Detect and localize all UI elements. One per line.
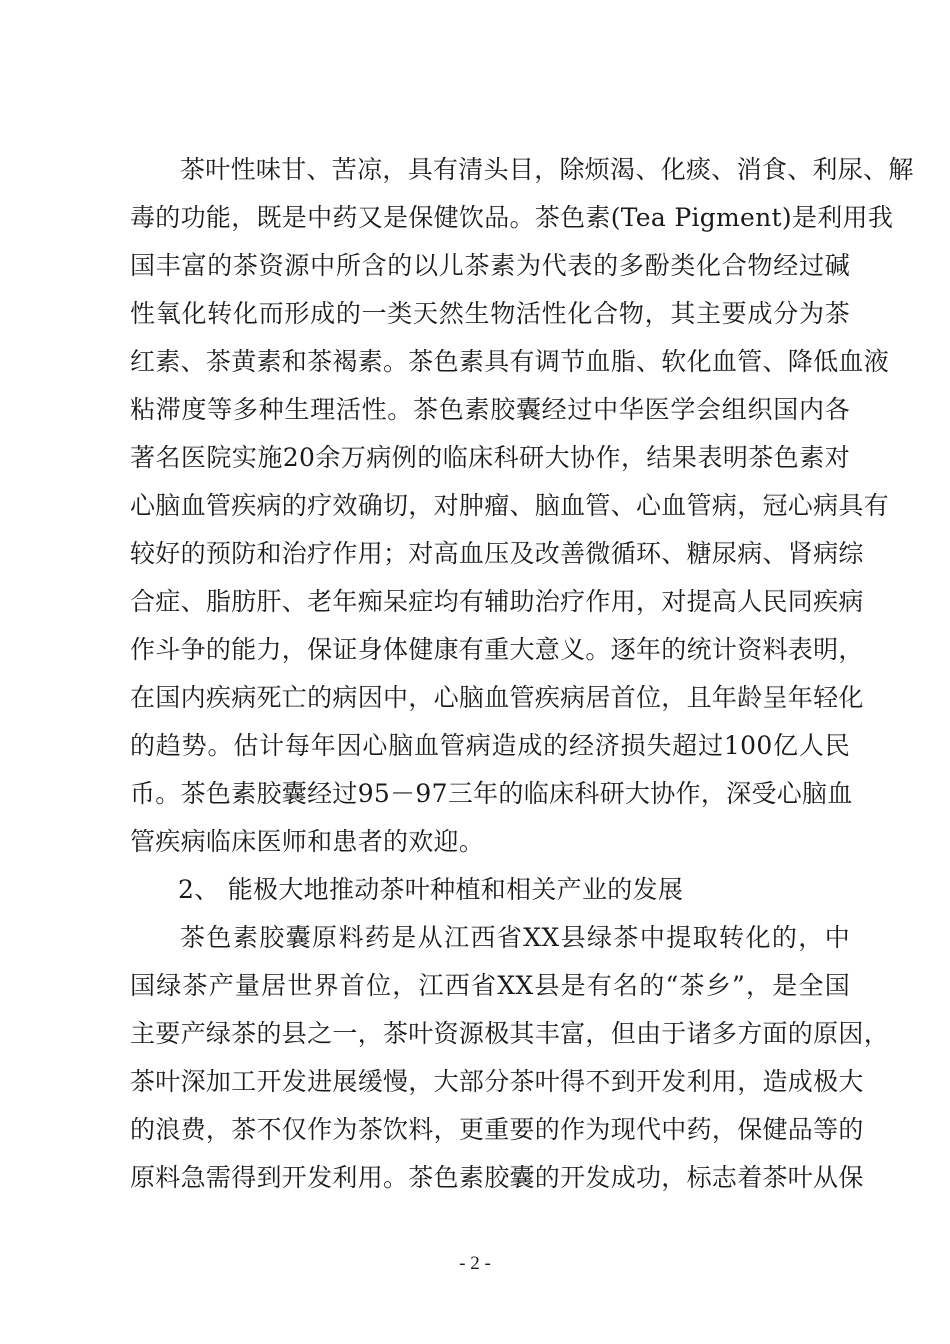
paragraph-1-line-4: 性氧化转化而形成的一类天然生物活性化合物，其主要成分为茶 [130,299,850,328]
paragraph-1-line-10: 合症、脂肪肝、老年痴呆症均有辅助治疗作用，对提高人民同疾病 [130,587,864,616]
paragraph-1-line-2: 毒的功能，既是中药又是保健饮品。茶色素(Tea Pigment)是利用我 [130,203,894,232]
paragraph-1-line-3: 国丰富的茶资源中所含的以儿茶素为代表的多酚类化合物经过碱 [130,251,850,280]
paragraph-1-line-8: 心脑血管疾病的疗效确切，对肿瘤、脑血管、心血管病，冠心病具有 [130,491,890,520]
page-number: - 2 - [459,1253,491,1274]
paragraph-2-line-2: 国绿茶产量居世界首位，江西省XX县是有名的“茶乡”，是全国 [130,971,850,1000]
paragraph-2-line-3: 主要产绿茶的县之一，茶叶资源极其丰富，但由于诸多方面的原因， [130,1019,890,1048]
paragraph-1-line-15: 管疾病临床医师和患者的欢迎。 [130,827,485,856]
paragraph-1-line-6: 粘滞度等多种生理活性。茶色素胶囊经过中华医学会组织国内各 [130,395,850,424]
paragraph-1-line-7: 著名医院实施20余万病例的临床科研大协作，结果表明茶色素对 [130,443,850,472]
paragraph-2-line-1: 茶色素胶囊原料药是从江西省XX县绿茶中提取转化的，中 [180,923,850,952]
paragraph-1-line-5: 红素、茶黄素和茶褐素。茶色素具有调节血脂、软化血管、降低血液 [130,347,890,376]
paragraph-1-line-14: 币。茶色素胶囊经过95－97三年的临床科研大协作，深受心脑血 [130,779,853,808]
paragraph-1-line-11: 作斗争的能力，保证身体健康有重大意义。逐年的统计资料表明， [130,635,864,664]
paragraph-2-line-6: 原料急需得到开发利用。茶色素胶囊的开发成功，标志着茶叶从保 [130,1163,864,1192]
paragraph-1-line-9: 较好的预防和治疗作用；对高血压及改善微循环、糖尿病、肾病综 [130,539,864,568]
paragraph-2-line-4: 茶叶深加工开发进展缓慢，大部分茶叶得不到开发利用，造成极大 [130,1067,864,1096]
paragraph-1-line-13: 的趋势。估计每年因心脑血管病造成的经济损失超过100亿人民 [130,731,850,760]
paragraph-1-line-1: 茶叶性味甘、苦凉，具有清头目，除烦渴、化痰、消食、利尿、解 [180,155,914,184]
paragraph-2-line-5: 的浪费，茶不仅作为茶饮料，更重要的作为现代中药，保健品等的 [130,1115,864,1144]
section-heading: 2、 能极大地推动茶叶种植和相关产业的发展 [178,875,684,904]
paragraph-1-line-12: 在国内疾病死亡的病因中，心脑血管疾病居首位，且年龄呈年轻化 [130,683,864,712]
